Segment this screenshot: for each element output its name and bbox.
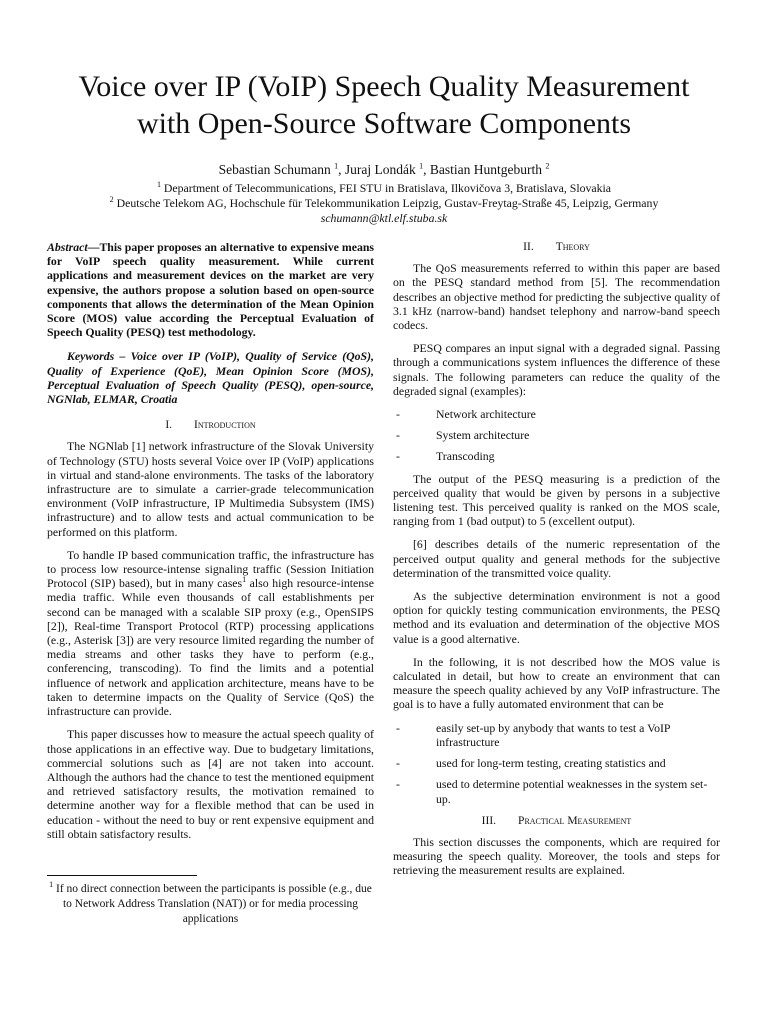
section-title: Theory (555, 241, 590, 253)
intro-paragraph-2 (47, 548, 374, 718)
affiliation-1 (30, 181, 738, 196)
environment-goal-list (393, 721, 720, 806)
left-column (47, 240, 374, 850)
section-number: II. (523, 241, 534, 253)
list-item: - System architecture (393, 428, 720, 442)
contact-email: schumann@ktl.elf.stuba.sk (320, 211, 448, 225)
footnote-text: If no direct connection between the participants is possible (e.g., due to Network Address Translation (NAT)) or for media processing applications (53, 883, 372, 925)
section-title: Practical Measurement (518, 814, 632, 827)
degradation-parameter-list (393, 407, 720, 464)
affiliation-2 (30, 196, 738, 211)
affiliation-2-mark: 2 (109, 195, 114, 205)
title-line-2: with Open-Source Software Components (136, 107, 632, 140)
list-item: - used for long-term testing, creating statistics and (393, 756, 720, 770)
theory-paragraph-2: PESQ compares an input signal with a degraded signal. Passing through a communications system influences the difference of these signals. The following parameters can reduce the quality of the degraded signal (examples): (393, 341, 720, 398)
author-2-affil: 1 (419, 161, 424, 171)
section-title: Introduction (194, 419, 256, 432)
measurement-paragraph-1: This section discusses the components, which are required for measuring the speech quality. Moreover, the tools and steps for retrieving the measurement results are explained. (393, 834, 720, 878)
intro-paragraph-1: The NGNlab [1] network infrastructure of the Slovak University of Technology (STU) hosts several Voice over IP (VoIP) applications in virtual and stand-alone environments. The tasks of the laboratory infrastructure are to simulate a carrier-grade telecommunication environment (VoIP infrastructure, IP Multimedia Subsystem (IMS) infrastructure) and to allow tests and actual communication to be performed on this platform. (47, 439, 374, 539)
footnote (47, 882, 374, 927)
affiliation-2-text: Deutsche Telekom AG, Hochschule für Telekommunikation Leipzig, Gustav-Freytag-Straße 45, Leipzig, Germany (113, 196, 659, 210)
theory-paragraph-1: The QoS measurements referred to within this paper are based on the PESQ standard method from [5]. The recommendation describes an objective method for predicting the subjective quality of 3.1 kHz (narrow-band) handset telephony and narrow-band speech codecs. (393, 261, 720, 333)
keywords: Keywords – Voice over IP (VoIP), Quality of Service (QoS), Quality of Experience (QoE), Mean Opinion Score (MOS), Perceptual Evaluation of Speech Quality (PESQ), open-source, NGNlab, ELMAR, Croatia (47, 349, 374, 407)
footnote-ref: 1 (242, 575, 247, 585)
author-2: , Juraj Londák (338, 162, 420, 177)
intro-paragraph-2-start: To handle IP based communication traffic, the infrastructure has to process low resource-intense signaling traffic (Session Initiation Protocol (SIP) based), but in many cases (47, 547, 374, 591)
theory-paragraph-4: [6] describes details of the numeric representation of the perceived output quality and general methods for the subjective determination of the transmitted voice quality. (393, 537, 720, 580)
affiliation-1-mark: 1 (156, 180, 161, 190)
right-column (393, 240, 720, 887)
list-item: - Transcoding (393, 449, 720, 463)
list-item: - easily set-up by anybody that wants to test a VoIP infrastructure (393, 721, 720, 749)
footnote-divider (47, 875, 197, 876)
affiliation-1-text: Department of Telecommunications, FEI STU in Bratislava, Ilkovičova 3, Bratislava, Slovakia (160, 181, 612, 195)
section-number: I. (165, 419, 173, 432)
list-item: - Network architecture (393, 407, 720, 421)
author-1: Sebastian Schumann (218, 162, 335, 177)
author-3: , Bastian Huntgeburth (423, 162, 546, 177)
section-number: III. (481, 814, 497, 827)
theory-paragraph-6: In the following, it is not described how the MOS value is calculated in detail, but how to create an environment that can measure the speech quality achieved by any VoIP infrastructure. The goal is to have a fully automated environment that can be (393, 654, 720, 712)
author-3-affil: 2 (545, 161, 550, 171)
section-heading-practical-measurement (393, 814, 720, 828)
abstract-label: Abstract (47, 240, 88, 254)
author-list (30, 161, 738, 178)
author-1-affil: 1 (334, 161, 339, 171)
intro-paragraph-3: This paper discusses how to measure the actual speech quality of those applications in an effective way. Due to budgetary limitations, commercial solutions such as [4] are not taken into account. Although the authors had the chance to test the mentioned equipment and retrieved satisfactory results, the motivation remained to determine another way for a flexible method that can be used in education - without the need to buy or rent expensive equipment and still obtain satisfactory results. (47, 727, 374, 841)
paper-title (30, 68, 738, 142)
abstract-text: —This paper proposes an alternative to expensive means for VoIP speech quality measurement. While current applications and measurement devices on the market are very expensive, the authors propose a solution based on open-source components that allows the determination of the Mean Opinion Score (MOS) value according the Perceptual Evaluation of Speech Quality (PESQ) test methodology. (47, 240, 374, 340)
footnote-mark: 1 (49, 880, 54, 890)
theory-paragraph-3: The output of the PESQ measuring is a prediction of the perceived quality that would be given by persons in a subjective listening test. This perceived quality is ranked on the MOS scale, ranging from 1 (bad output) to 5 (excellent output). (393, 471, 720, 529)
title-line-1: Voice over IP (VoIP) Speech Quality Measurement (78, 70, 690, 103)
section-heading-introduction (47, 418, 374, 432)
section-heading-theory (393, 240, 720, 254)
intro-paragraph-2-rest: also high resource-intense media traffic. While even thousands of call establishments per second can be managed with a scalable SIP proxy (e.g., OpenSIPS [2]), Real-time Transport Protocol (RTP) processing applications (e.g., Asterisk [3]) are very resource limited regarding the number of media streams and other tasks they have to perform (e.g., conferencing, transcoding). To find the limits and a potential influence of network and application architecture, means have to be taken to determine impacts on the Quality of Service (QoS) the infrastructure can provide. (47, 576, 374, 719)
abstract (47, 240, 374, 339)
theory-paragraph-5: As the subjective determination environment is not a good option for quickly testing communication environments, the PESQ method and its evaluation and determination of the objective MOS value is a good alternative. (393, 589, 720, 646)
list-item: - used to determine potential weaknesses in the system set-up. (393, 777, 720, 805)
